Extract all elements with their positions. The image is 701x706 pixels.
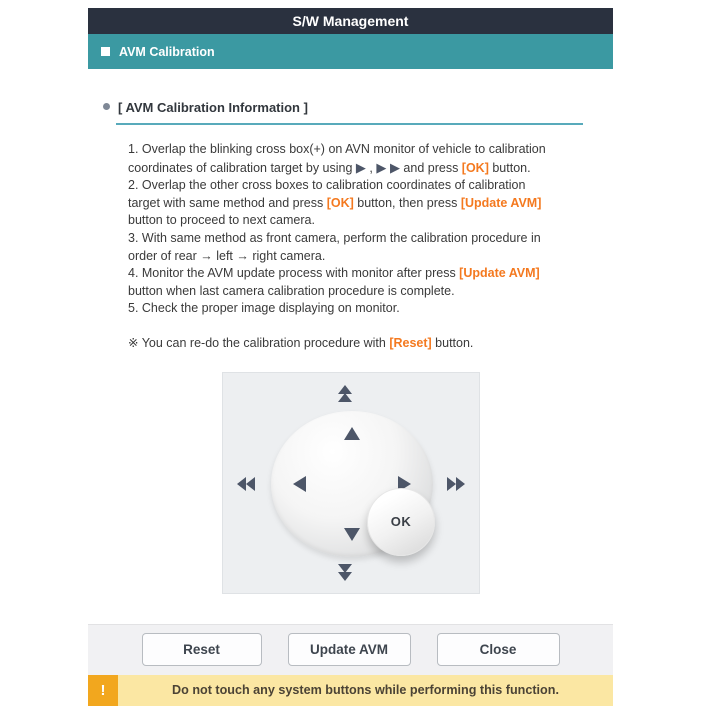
info-section-title — [116, 99, 583, 125]
left-arrow-icon[interactable] — [293, 476, 306, 492]
dpad-dial — [271, 411, 433, 557]
exclamation-icon: ! — [88, 675, 118, 706]
footer-button-bar — [88, 624, 613, 675]
instruction-line: ※ You can re-do the calibration procedure with [Reset] button. — [128, 335, 474, 350]
update-avm-button[interactable]: Update AVM — [288, 633, 411, 666]
double-up-arrow-icon[interactable] — [338, 385, 352, 402]
window-title-bar — [88, 8, 613, 34]
instruction-line: 1. Overlap the blinking cross box(+) on AVN monitor of vehicle to calibration — [128, 142, 546, 156]
instruction-line: 5. Check the proper image displaying on monitor. — [128, 301, 400, 316]
section-header-label: AVM Calibration — [119, 44, 215, 59]
instruction-line: order of rear → left → right camera. — [128, 248, 326, 263]
double-left-arrow-icon[interactable] — [237, 477, 255, 491]
up-arrow-icon[interactable] — [344, 427, 360, 440]
section-header-bar — [88, 34, 613, 69]
warning-bar — [88, 675, 613, 706]
content-area — [88, 99, 613, 353]
double-right-arrow-icon[interactable] — [447, 477, 465, 491]
info-section-title-text: [ AVM Calibration Information ] — [118, 100, 308, 115]
down-arrow-icon[interactable] — [344, 528, 360, 541]
page-title: S/W Management — [292, 13, 409, 29]
instruction-line: target with same method and press [OK] button, then press [Update AVM] — [128, 195, 542, 210]
instruction-line: 2. Overlap the other cross boxes to calibration coordinates of calibration — [128, 178, 526, 193]
instruction-list — [128, 141, 590, 353]
warning-message: Do not touch any system buttons while performing this function. — [118, 675, 613, 706]
instruction-line: button when last camera calibration procedure is complete. — [128, 283, 455, 298]
square-bullet-icon — [101, 47, 110, 56]
reset-button[interactable]: Reset — [142, 633, 262, 666]
instruction-line: coordinates of calibration target by using ▶ , ▶ ▶ and press [OK] button. — [128, 159, 531, 175]
dpad-panel — [222, 372, 480, 594]
avm-calibration-window — [88, 0, 613, 706]
instruction-line: 4. Monitor the AVM update process with monitor after press [Update AVM] — [128, 266, 540, 281]
ok-button[interactable]: OK — [367, 488, 435, 556]
close-button[interactable]: Close — [437, 633, 560, 666]
bullet-dot-icon — [103, 103, 110, 110]
instruction-line: 3. With same method as front camera, perform the calibration procedure in — [128, 230, 541, 245]
double-down-arrow-icon[interactable] — [338, 564, 352, 581]
instruction-line: button to proceed to next camera. — [128, 213, 315, 228]
